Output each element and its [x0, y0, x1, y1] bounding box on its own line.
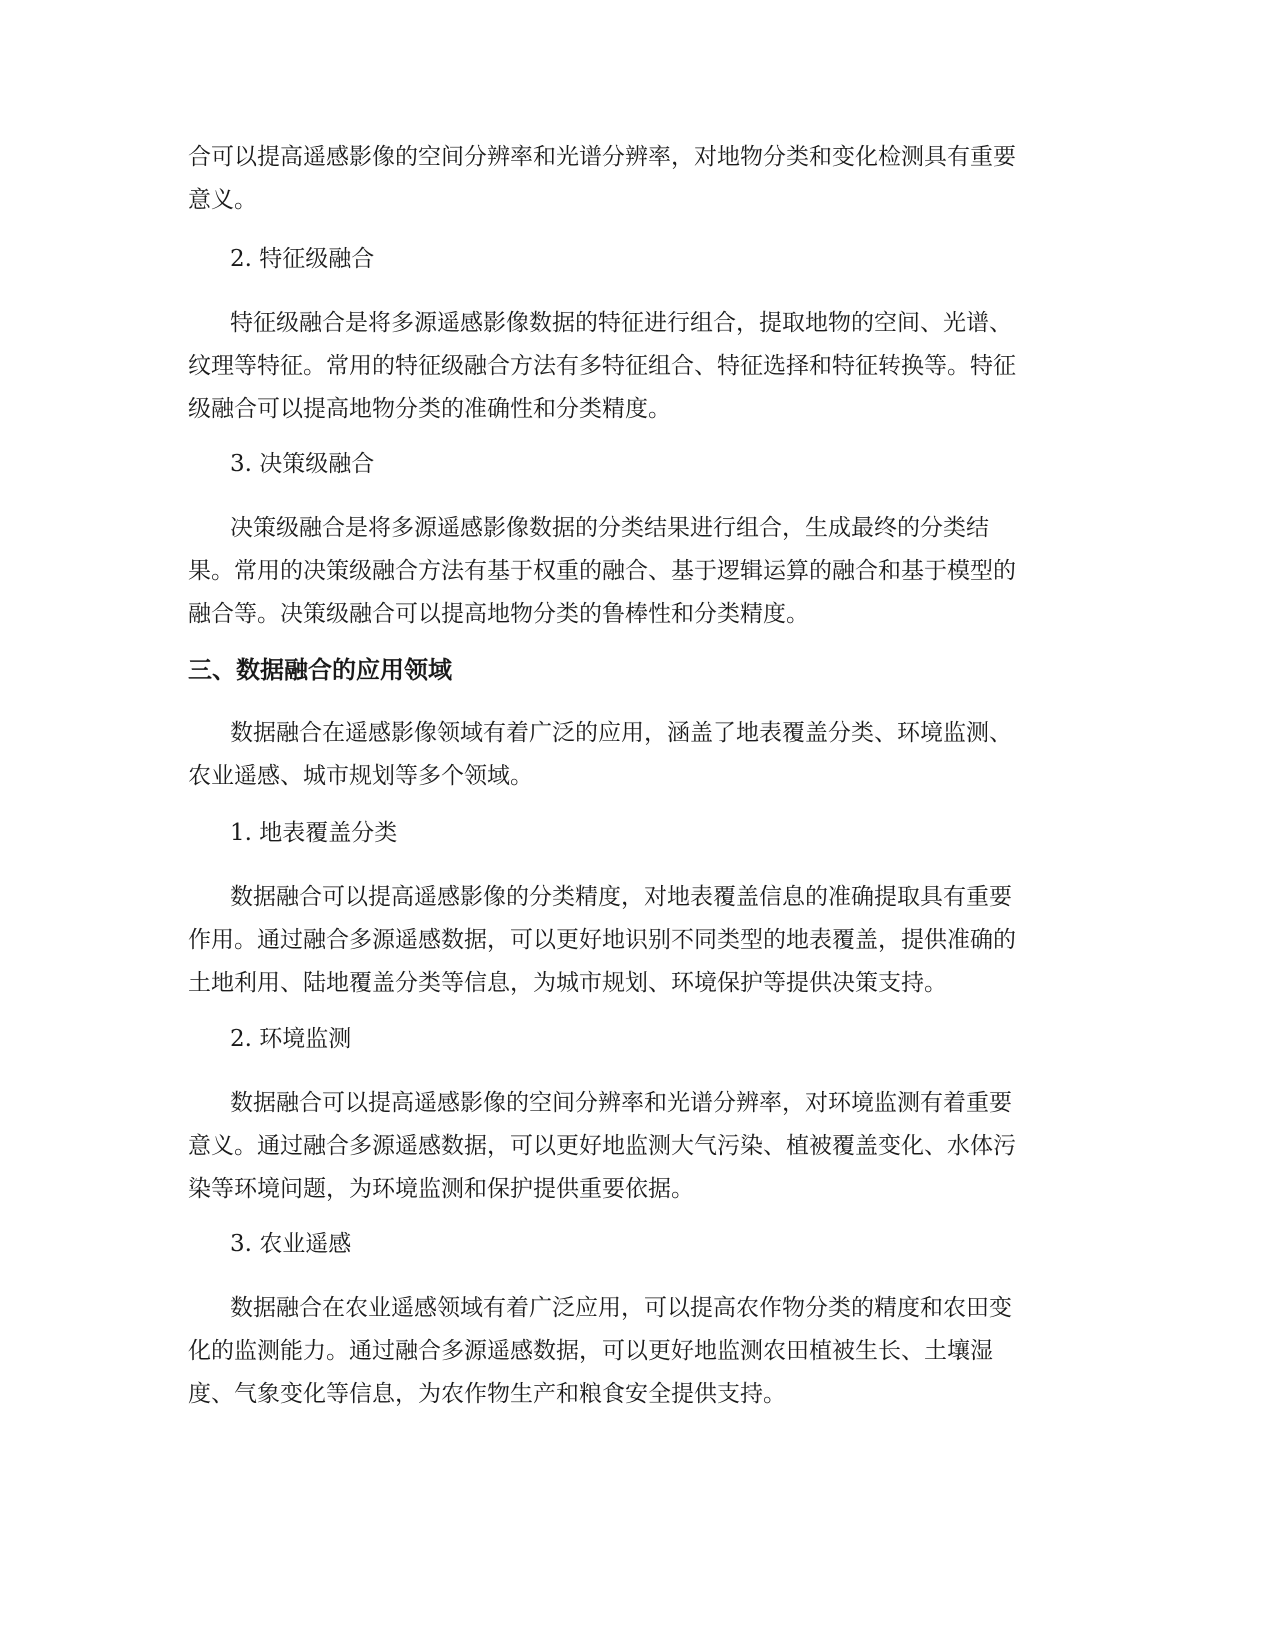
- paragraph-line: 作用。通过融合多源遥感数据，可以更好地识别不同类型的地表覆盖，提供准确的: [188, 927, 1016, 953]
- paragraph-applications: [188, 712, 1088, 798]
- section-heading-applications: 三、数据融合的应用领域: [188, 656, 452, 684]
- paragraph-line: 级融合可以提高地物分类的准确性和分类精度。: [188, 396, 671, 422]
- subheading-agriculture: 3. 农业遥感: [230, 1231, 352, 1257]
- paragraph-line: 意义。: [188, 187, 257, 213]
- paragraph-line: 染等环境问题，为环境监测和保护提供重要依据。: [188, 1176, 694, 1202]
- paragraph-line: 土地利用、陆地覆盖分类等信息，为城市规划、环境保护等提供决策支持。: [188, 970, 947, 996]
- paragraph-land-cover: [188, 876, 1088, 1005]
- subheading-land-cover: 1. 地表覆盖分类: [230, 820, 398, 846]
- subheading-feature-level: 2. 特征级融合: [230, 246, 375, 272]
- paragraph-line: 数据融合在遥感影像领域有着广泛的应用，涵盖了地表覆盖分类、环境监测、: [230, 720, 1012, 746]
- paragraph-line: 果。常用的决策级融合方法有基于权重的融合、基于逻辑运算的融合和基于模型的: [188, 558, 1016, 584]
- paragraph-line: 度、气象变化等信息，为农作物生产和粮食安全提供支持。: [188, 1381, 786, 1407]
- paragraph-line: 纹理等特征。常用的特征级融合方法有多特征组合、特征选择和特征转换等。特征: [188, 353, 1016, 379]
- paragraph-line: 化的监测能力。通过融合多源遥感数据，可以更好地监测农田植被生长、土壤湿: [188, 1338, 993, 1364]
- paragraph-feature-level: [188, 302, 1088, 431]
- subheading-environment: 2. 环境监测: [230, 1026, 352, 1052]
- paragraph-agriculture: [188, 1287, 1088, 1416]
- paragraph-line: 数据融合在农业遥感领域有着广泛应用，可以提高农作物分类的精度和农田变: [230, 1295, 1012, 1321]
- paragraph-line: 农业遥感、城市规划等多个领域。: [188, 763, 533, 789]
- paragraph-line: 融合等。决策级融合可以提高地物分类的鲁棒性和分类精度。: [188, 601, 809, 627]
- subheading-decision-level: 3. 决策级融合: [230, 451, 375, 477]
- paragraph-intro: [188, 136, 1088, 222]
- paragraph-environment: [188, 1082, 1088, 1211]
- paragraph-line: 决策级融合是将多源遥感影像数据的分类结果进行组合，生成最终的分类结: [230, 515, 989, 541]
- paragraph-line: 数据融合可以提高遥感影像的空间分辨率和光谱分辨率，对环境监测有着重要: [230, 1090, 1012, 1116]
- paragraph-line: 特征级融合是将多源遥感影像数据的特征进行组合，提取地物的空间、光谱、: [230, 310, 1012, 336]
- paragraph-decision-level: [188, 507, 1088, 636]
- paragraph-line: 意义。通过融合多源遥感数据，可以更好地监测大气污染、植被覆盖变化、水体污: [188, 1133, 1016, 1159]
- paragraph-line: 数据融合可以提高遥感影像的分类精度，对地表覆盖信息的准确提取具有重要: [230, 884, 1012, 910]
- paragraph-line: 合可以提高遥感影像的空间分辨率和光谱分辨率，对地物分类和变化检测具有重要: [188, 144, 1016, 170]
